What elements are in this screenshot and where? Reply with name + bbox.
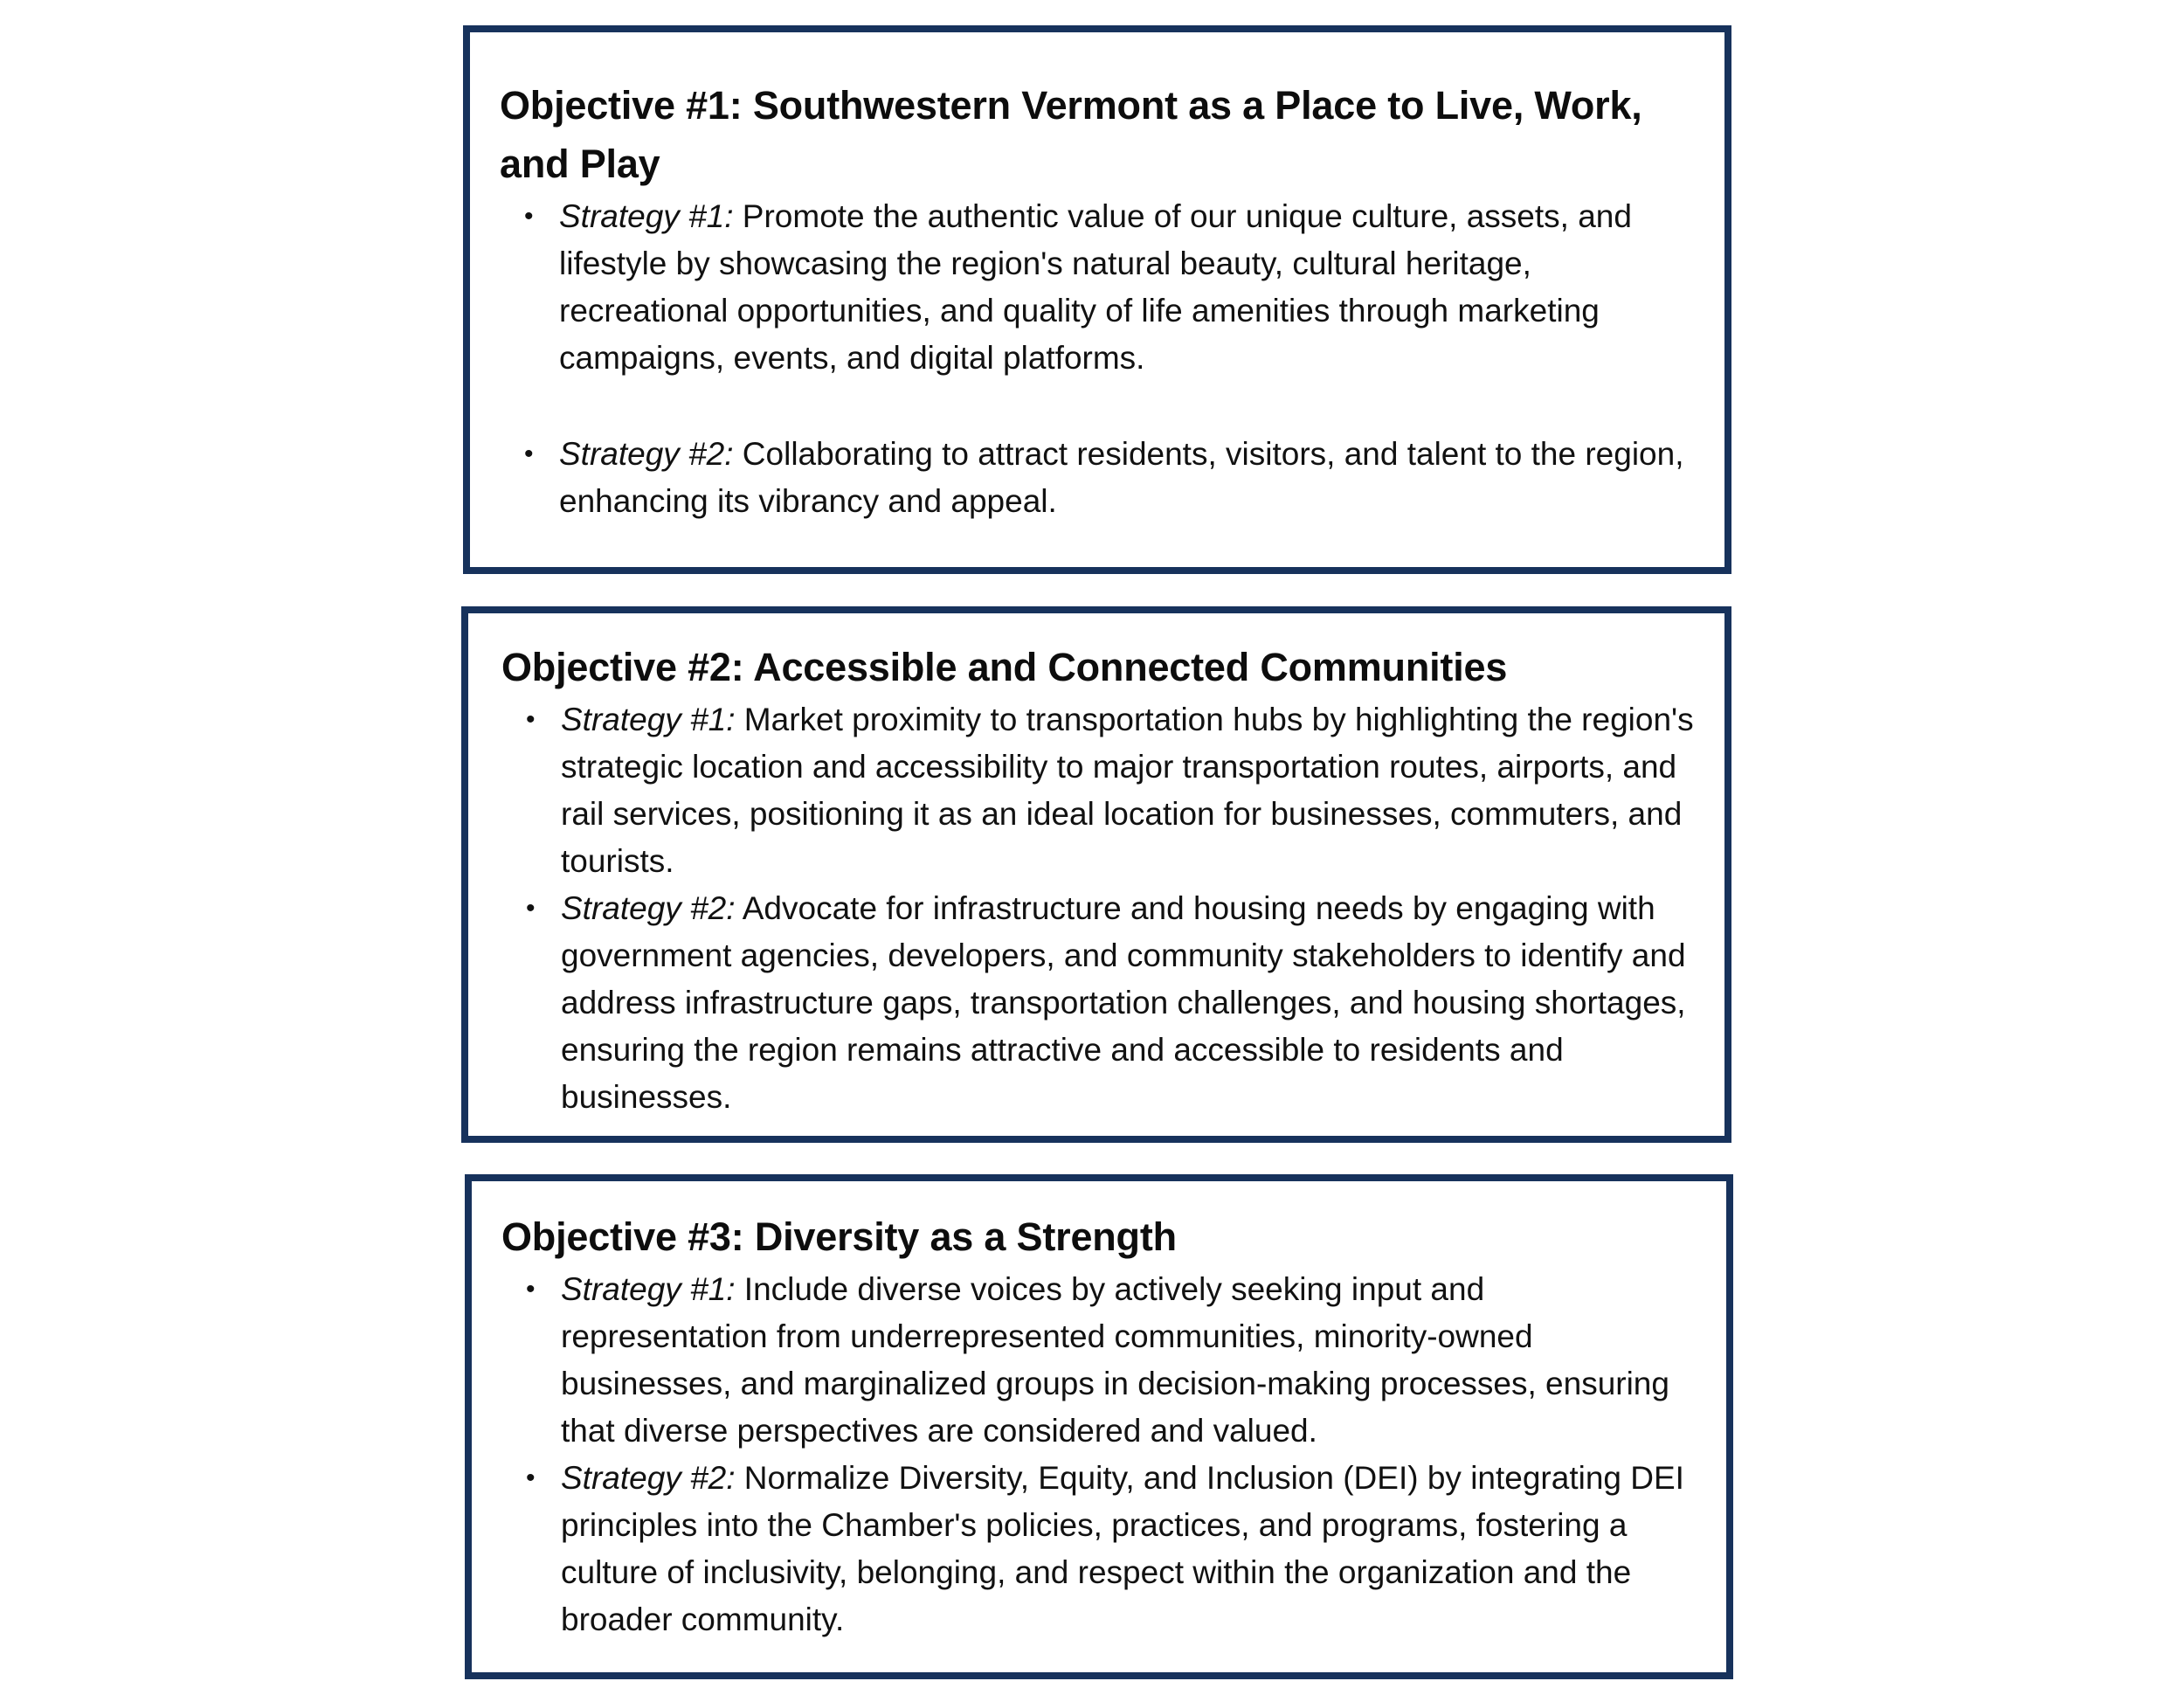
- objective-1-strategy-list: [500, 193, 1695, 525]
- strategy-label: Strategy #2:: [561, 890, 736, 926]
- bullet-icon: •: [526, 1463, 536, 1492]
- strategy-text: Advocate for infrastructure and housing needs by engaging with government agencies, developers, and community stakeholders to identify and address infrastructure gaps, transportation challenges, and housing shortages, ensuring the region remains attractive and accessible to residents and businesses.: [561, 890, 1686, 1115]
- bullet-icon: •: [526, 894, 536, 923]
- bullet-icon: •: [524, 202, 534, 231]
- objective-3-strategy-list: [501, 1266, 1697, 1643]
- objective-1-title: Objective #1: Southwestern Vermont as a Place to Live, Work, and Play: [500, 83, 1642, 186]
- objective-2-box: [461, 606, 1731, 1143]
- strategy-label: Strategy #1:: [561, 702, 736, 737]
- objective-2-title: Objective #2: Accessible and Connected Communities: [501, 645, 1508, 689]
- list-item: [500, 193, 1695, 382]
- strategy-label: Strategy #2:: [559, 436, 734, 472]
- bullet-icon: •: [526, 705, 536, 734]
- objective-3-title: Objective #3: Diversity as a Strength: [501, 1214, 1177, 1259]
- list-item: [501, 1455, 1697, 1643]
- objective-2-strategy-list: [501, 696, 1695, 1121]
- strategy-label: Strategy #2:: [561, 1460, 736, 1496]
- objective-3-box: [465, 1174, 1733, 1679]
- list-item: [501, 1266, 1697, 1455]
- list-item: [501, 885, 1695, 1121]
- strategy-text: Promote the authentic value of our unique culture, assets, and lifestyle by showcasing the region's natural beauty, cultural heritage, recreational opportunities, and quality of life amenities through marketing campaigns, events, and digital platforms.: [559, 198, 1632, 376]
- bullet-icon: •: [526, 1275, 536, 1304]
- bullet-icon: •: [524, 439, 534, 468]
- strategy-text: Normalize Diversity, Equity, and Inclusion (DEI) by integrating DEI principles into the Chamber's policies, practices, and programs, fostering a culture of inclusivity, belonging, and respect within the organization and the broader community.: [561, 1460, 1684, 1637]
- objective-1-box: [463, 25, 1731, 574]
- strategy-text: Collaborating to attract residents, visitors, and talent to the region, enhancing its vibrancy and appeal.: [559, 436, 1684, 519]
- strategy-text: Include diverse voices by actively seeking input and representation from underrepresented communities, minority-owned businesses, and marginalized groups in decision-making processes, ensuring that diverse perspectives are considered and valued.: [561, 1271, 1669, 1449]
- list-item: [501, 696, 1695, 885]
- strategy-label: Strategy #1:: [559, 198, 734, 234]
- strategy-label: Strategy #1:: [561, 1271, 736, 1307]
- list-item: [500, 431, 1695, 525]
- strategy-text: Market proximity to transportation hubs by highlighting the region's strategic location and accessibility to major transportation routes, airports, and rail services, positioning it as an ideal location for businesses, commuters, and tourists.: [561, 702, 1694, 879]
